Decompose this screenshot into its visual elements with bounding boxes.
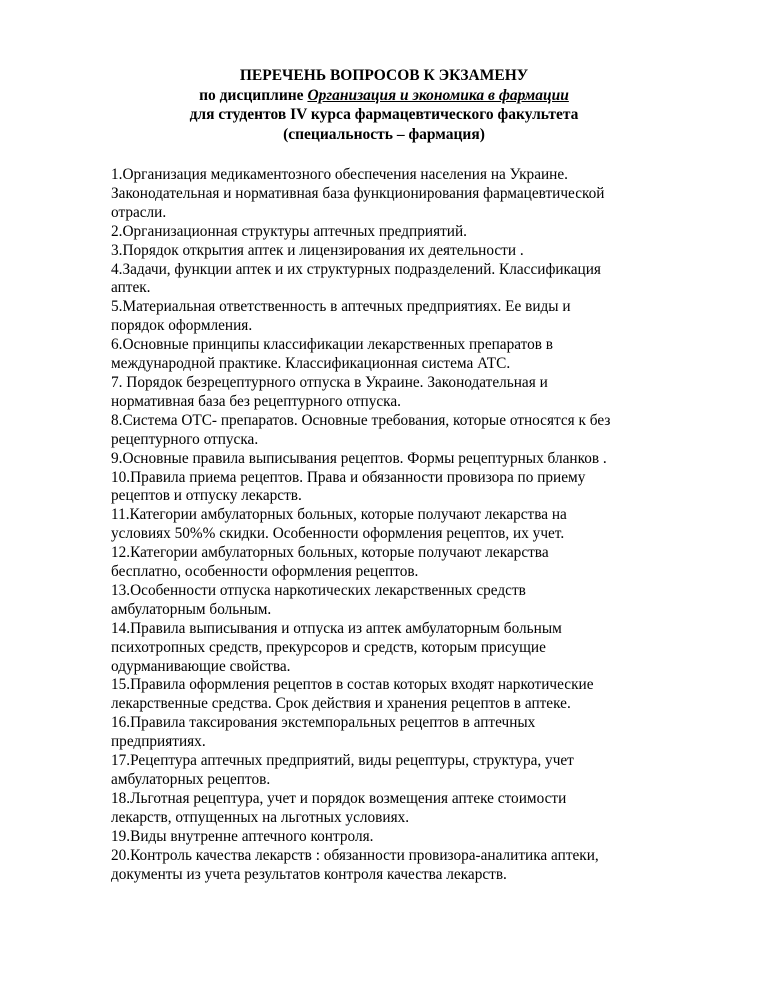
question-item bbox=[111, 714, 711, 752]
question-line: 4.Задачи, функции аптек и их структурных подразделений. Классификация bbox=[111, 260, 601, 278]
question-line: амбулаторным больным. bbox=[111, 600, 272, 618]
question-line: 17.Рецептура аптечных предприятий, виды рецептуры, структура, учет bbox=[111, 752, 574, 770]
question-line: порядок оформления. bbox=[111, 317, 253, 335]
question-item bbox=[111, 223, 711, 242]
question-line: одурманивающие свойства. bbox=[111, 657, 291, 675]
question-line: предприятиях. bbox=[111, 733, 206, 751]
question-line: Законодательная и нормативная база функционирования фармацевтической bbox=[111, 184, 605, 202]
question-item bbox=[111, 242, 711, 261]
question-line: 15.Правила оформления рецептов в состав которых входят наркотические bbox=[111, 676, 594, 694]
question-line: рецептов и отпуску лекарств. bbox=[111, 487, 302, 505]
question-line: рецептурного отпуска. bbox=[111, 430, 259, 448]
question-item bbox=[111, 582, 711, 620]
question-line: бесплатно, особенности оформления рецептов. bbox=[111, 563, 419, 581]
question-item bbox=[111, 790, 711, 828]
question-item bbox=[111, 336, 711, 374]
question-line: 18.Льготная рецептура, учет и порядок возмещения аптеке стоимости bbox=[111, 789, 567, 807]
question-item bbox=[111, 450, 711, 469]
question-line: аптек. bbox=[111, 279, 151, 297]
discipline-line bbox=[0, 86, 768, 106]
question-item bbox=[111, 374, 711, 412]
question-line: 16.Правила таксирования экстемпоральных рецептов в аптечных bbox=[111, 714, 536, 732]
question-item bbox=[111, 847, 711, 885]
question-line: отрасли. bbox=[111, 203, 167, 221]
question-line: 14.Правила выписывания и отпуска из аптек амбулаторным больным bbox=[111, 619, 562, 637]
question-line: амбулаторных рецептов. bbox=[111, 771, 271, 788]
question-line: 7. Порядок безрецептурного отпуска в Украине. Законодательная и bbox=[111, 373, 548, 391]
question-item bbox=[111, 506, 711, 544]
question-line: 9.Основные правила выписывания рецептов. Формы рецептурных бланков . bbox=[111, 449, 607, 467]
question-item bbox=[111, 261, 711, 299]
specialty-line: (специальность – фармация) bbox=[283, 125, 485, 143]
question-item bbox=[111, 298, 711, 336]
document-title: ПЕРЕЧЕНЬ ВОПРОСОВ К ЭКЗАМЕНУ bbox=[239, 67, 529, 84]
discipline-name: Организация и экономика в фармации bbox=[307, 86, 569, 104]
document-header bbox=[0, 66, 768, 144]
question-line: 1.Организация медикаментозного обеспечения населения на Украине. bbox=[111, 166, 568, 183]
question-item bbox=[111, 166, 711, 223]
question-line: 5.Материальная ответственность в аптечных предприятиях. Ее виды и bbox=[111, 298, 571, 316]
question-item bbox=[111, 752, 711, 790]
question-line: 20.Контроль качества лекарств : обязанности провизора-аналитика аптеки, bbox=[111, 846, 599, 864]
question-line: 10.Правила приема рецептов. Права и обязанности провизора по приему bbox=[111, 468, 586, 486]
course-line: для студентов IV курса фармацевтического факультета bbox=[189, 106, 579, 123]
discipline-prefix: по дисциплине bbox=[199, 86, 308, 104]
question-line: 19.Виды внутренне аптечного контроля. bbox=[111, 827, 374, 845]
question-line: 11.Категории амбулаторных больных, которые получают лекарства на bbox=[111, 506, 567, 524]
question-item bbox=[111, 676, 711, 714]
question-item bbox=[111, 412, 711, 450]
question-line: лекарств, отпущенных на льготных условиях. bbox=[111, 808, 410, 826]
question-item bbox=[111, 544, 711, 582]
question-line: 6.Основные принципы классификации лекарственных препаратов в bbox=[111, 336, 554, 354]
question-line: психотропных средств, прекурсоров и средств, которым присущие bbox=[111, 638, 546, 656]
question-line: международной практике. Классификационная система АТС. bbox=[111, 355, 511, 373]
question-item bbox=[111, 828, 711, 847]
question-line: 13.Особенности отпуска наркотических лекарственных средств bbox=[111, 581, 526, 599]
question-item bbox=[111, 620, 711, 677]
question-line: условиях 50%% скидки. Особенности оформления рецептов, их учет. bbox=[111, 525, 565, 543]
question-line: документы из учета результатов контроля качества лекарств. bbox=[111, 865, 507, 883]
question-line: 12.Категории амбулаторных больных, которые получают лекарства bbox=[111, 544, 549, 562]
question-line: нормативная база без рецептурного отпуска. bbox=[111, 392, 401, 410]
question-line: 2.Организационная структуры аптечных предприятий. bbox=[111, 222, 467, 240]
question-item bbox=[111, 469, 711, 507]
question-list bbox=[111, 166, 711, 884]
question-line: лекарственные средства. Срок действия и хранения рецептов в аптеке. bbox=[111, 695, 571, 713]
question-line: 3.Порядок открытия аптек и лицензирования их деятельности . bbox=[111, 241, 524, 259]
question-line: 8.Система ОТС- препаратов. Основные требования, которые относятся к без bbox=[111, 411, 611, 429]
